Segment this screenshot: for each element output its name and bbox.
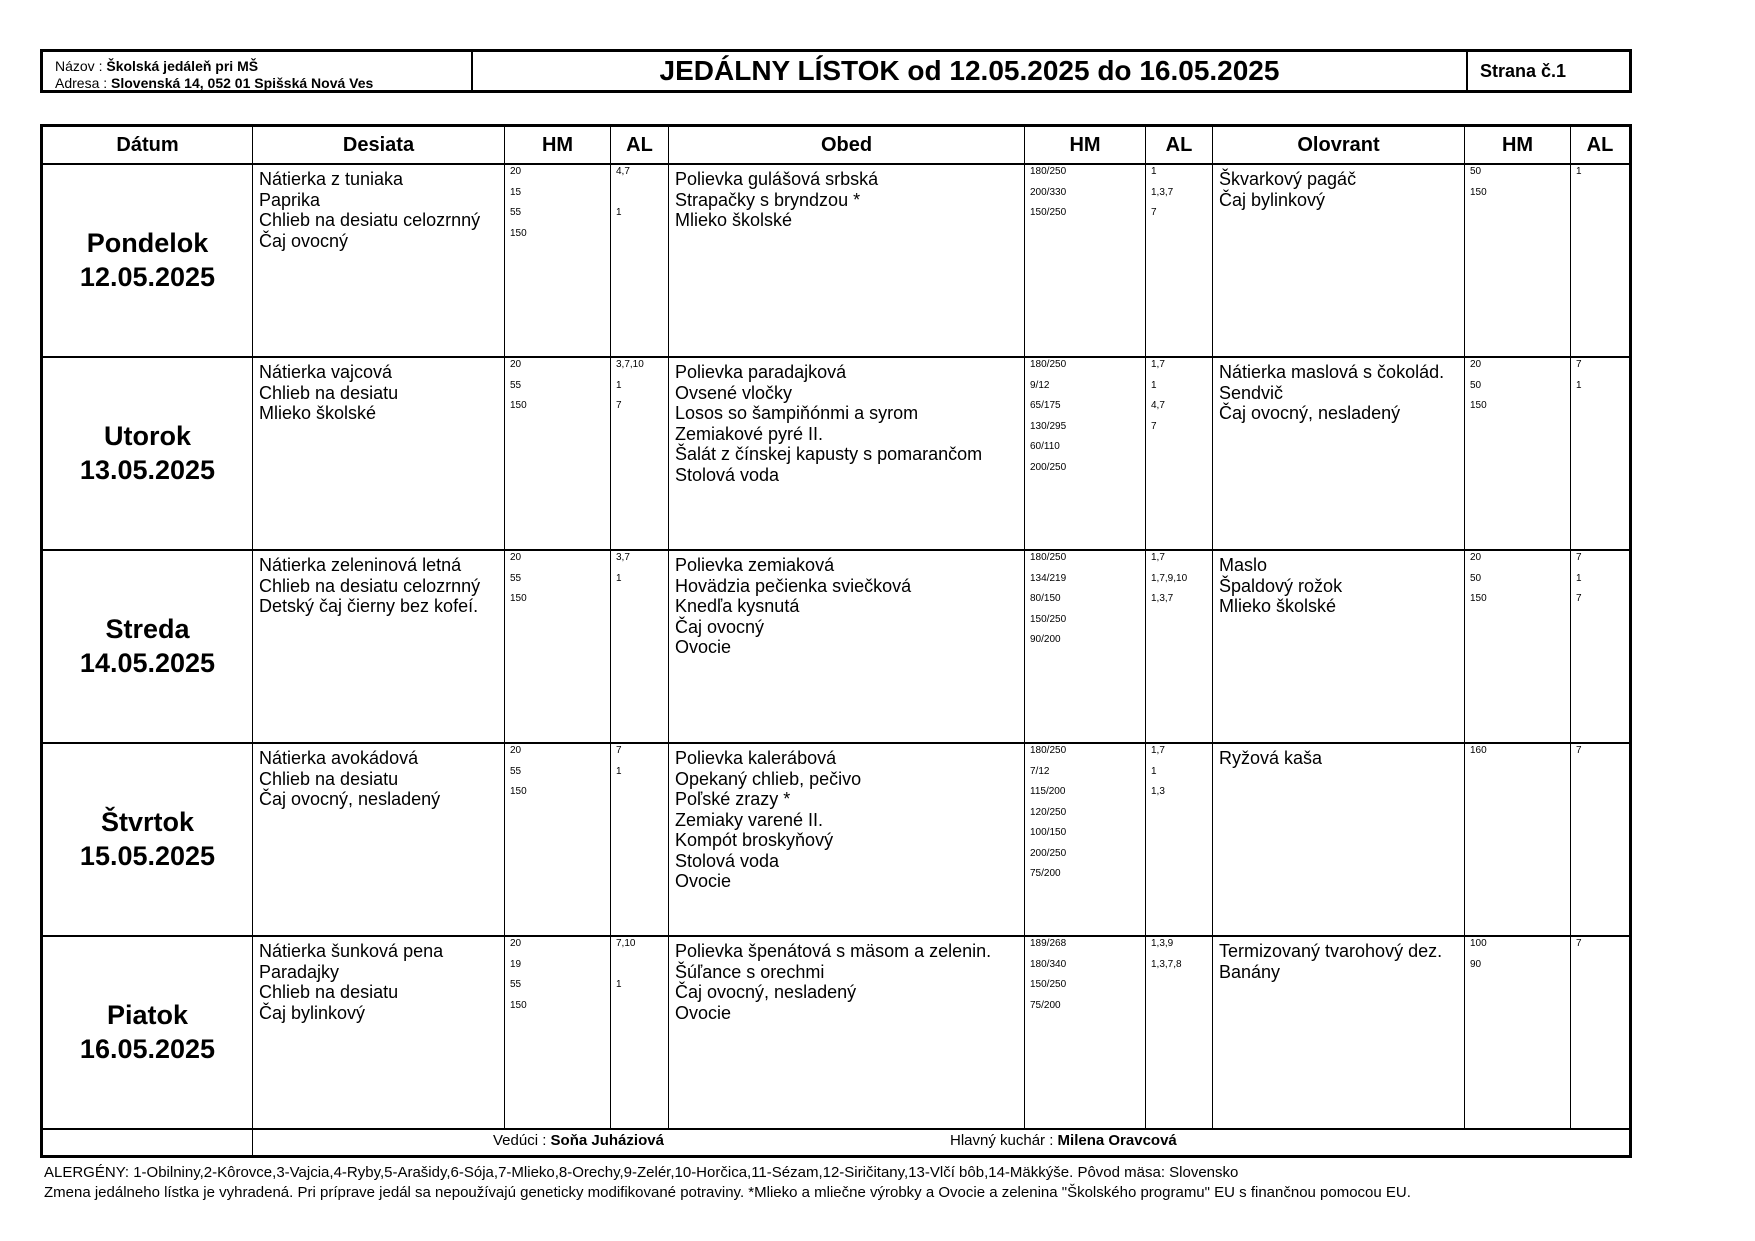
meal-item: Chlieb na desiatu celozrnný [259,210,481,230]
weight-value: 20 [1470,552,1482,563]
meal-item: Chlieb na desiatu [259,768,399,789]
allergen-value: 1,3 [1151,786,1165,797]
meal-item: Ovocie [675,871,732,891]
meal-item: Paradajky [259,961,340,982]
desiata-al-values [611,163,669,356]
olovrant-hm-values [1465,935,1571,1128]
col-header-date: Dátum [43,127,253,163]
day-name: Pondelok [86,227,209,258]
olovrant-items [1213,163,1465,356]
day-name: Utorok [104,420,191,451]
allergens-note: ALERGÉNY: 1-Obilniny,2-Kôrovce,3-Vajcia,4-Ryby,5-Arašidy,6-Sója,7-Mlieko,8-Orechy,9-Zelér,10-Horčica,11-Sézam,12-Siričitany,13-Vlčí bôb,14-Mäkkýše. Pôvod mäsa: Slovensko [44,1164,1239,1181]
desiata-items [253,742,505,935]
col-header-olovrant: Olovrant [1213,127,1465,163]
table-row [43,935,1629,1130]
olovrant-hm-values [1465,163,1571,356]
allergen-value: 1,3,7 [1151,186,1174,198]
table-header-row [43,127,1629,165]
meal-item: Polievka kalerábová [675,748,837,768]
allergen-value [1151,1001,1212,1022]
allergen-value [616,188,668,209]
menu-table [40,124,1632,1158]
manager-signature [493,1132,664,1149]
meal-item: Chlieb na desiatu [259,982,399,1002]
weight-value: 60/110 [1030,441,1060,452]
weight-value: 180/340 [1030,958,1067,970]
page-title: JEDÁLNY LÍSTOK od 12.05.2025 do 16.05.2025 [473,52,1468,90]
allergen-value: 1,3,7 [1151,593,1174,604]
allergen-value: 1 [1151,765,1157,777]
meal-item: Čaj ovocný [259,230,349,251]
day-cell [43,935,253,1128]
olovrant-al-values [1571,742,1629,935]
allergen-value [1151,463,1212,484]
chef-name: Milena Oravcová [1057,1132,1177,1149]
day-cell [43,549,253,742]
col-header-al-desiata: AL [611,127,669,163]
meal-item: Stolová voda [675,464,780,485]
page-number: Strana č.1 [1480,60,1567,81]
day-date: 13.05.2025 [79,454,216,485]
meal-item: Opekaný chlieb, pečivo [675,768,862,789]
allergen-value: 7 [616,400,622,411]
signatures [253,1128,1629,1156]
allergen-value [1151,808,1212,829]
meal-item: Zemiakové pyré II. [675,423,824,444]
desiata-al-values [611,356,669,549]
meal-item: Mlieko školské [675,210,793,230]
desiata-al-values [611,935,669,1128]
desiata-items [253,549,505,742]
allergen-value: 1 [1576,572,1582,584]
weight-value: 150/250 [1030,979,1067,990]
allergen-value: 1,7,9,10 [1151,572,1188,584]
weight-value: 20 [510,745,522,756]
weight-value: 120/250 [1030,806,1067,818]
desiata-hm-values [505,742,611,935]
weight-value: 19 [510,958,522,970]
obed-hm-values [1025,935,1146,1128]
day-name: Streda [105,613,190,644]
desiata-hm-values [505,163,611,356]
olovrant-al-values [1571,549,1629,742]
weight-value: 50 [1470,572,1482,584]
allergen-value [616,229,668,250]
table-row [43,742,1629,937]
chef-signature [950,1132,1177,1149]
weight-value: 90 [1470,958,1482,970]
allergen-value: 1,3,9 [1151,938,1174,949]
weight-value: 200/250 [1030,847,1067,859]
meal-item: Ovocie [675,1002,732,1023]
allergen-value [1576,401,1629,422]
weight-value: 20 [510,166,522,177]
weight-value: 100 [1470,938,1487,949]
desiata-items [253,163,505,356]
weight-value: 189/268 [1030,938,1067,949]
weight-value: 65/175 [1030,400,1061,411]
allergen-value: 1,7 [1151,359,1165,370]
signatures-row [43,1128,1629,1156]
weight-value: 75/200 [1030,868,1061,879]
col-header-hm-olovrant: HM [1465,127,1571,163]
weight-value: 20 [510,552,522,563]
weight-value: 7/12 [1030,765,1050,777]
allergen-value: 7 [1576,359,1582,370]
institution-name: Školská jedáleň pri MŠ [106,58,259,74]
meal-item: Ovocie [675,637,732,657]
meal-item: Nátierka maslová s čokolád. [1219,362,1445,382]
desiata-al-values [611,742,669,935]
obed-al-values [1146,356,1213,549]
olovrant-al-values [1571,356,1629,549]
weight-value: 134/219 [1030,572,1067,584]
allergen-value: 1 [1151,379,1157,391]
weight-value: 50 [1470,379,1482,391]
meal-item: Nátierka zeleninová letná [259,555,462,575]
chef-label: Hlavný kuchár : [950,1132,1054,1149]
meal-item: Čaj ovocný, nesladený [1219,403,1401,423]
obed-items [669,935,1025,1128]
weight-value: 150 [1470,400,1487,411]
meal-item: Losos so šampiňónmi a syrom [675,403,919,423]
weight-value: 150 [510,999,527,1011]
day-cell [43,742,253,935]
meal-item: Nátierka avokádová [259,748,419,768]
col-header-hm-obed: HM [1025,127,1146,163]
notes [44,1163,1411,1203]
weight-value: 9/12 [1030,379,1050,391]
obed-hm-values [1025,742,1146,935]
olovrant-items [1213,549,1465,742]
allergen-value: 7 [616,745,622,756]
disclaimer-note: Zmena jedálneho lístka je vyhradená. Pri príprave jedál sa nepoužívajú geneticky modifikované potraviny. *Mlieko a mliečne výrobky a Ovocie a zelenina "Školského programu" EU s finančnou pomocou EU. [44,1184,1411,1201]
weight-value: 130/295 [1030,420,1067,432]
meal-item: Polievka gulášová srbská [675,169,879,189]
weight-value: 150/250 [1030,207,1067,218]
allergen-value [616,787,668,808]
day-name: Štvrtok [100,806,195,837]
meal-item: Čaj bylinkový [1219,189,1326,210]
allergen-value [1576,188,1629,209]
meal-item: Škvarkový pagáč [1219,169,1357,189]
address-label: Adresa : [55,75,108,91]
weight-value: 100/150 [1030,827,1067,838]
meal-item: Polievka zemiaková [675,555,835,575]
weight-value: 150 [510,227,527,239]
allergen-value: 1 [616,572,622,584]
name-label: Názov : [55,58,103,74]
weight-value: 180/250 [1030,166,1067,177]
allergen-value [1576,960,1629,981]
weight-value: 180/250 [1030,745,1067,756]
manager-label: Vedúci : [493,1132,547,1149]
allergen-value: 3,7,10 [616,359,644,370]
olovrant-items [1213,935,1465,1128]
allergen-value [1151,828,1212,849]
weight-value: 55 [510,207,522,218]
weight-value: 150 [510,786,527,797]
weight-value: 20 [510,938,522,949]
allergen-value: 7 [1576,938,1582,949]
institution-info [43,52,473,90]
allergen-value: 1 [1576,379,1582,391]
allergen-value: 1 [616,207,622,218]
meal-item: Chlieb na desiatu [259,382,399,403]
allergen-value: 1,7 [1151,552,1165,563]
allergen-value: 7 [1151,207,1157,218]
meal-item: Nátierka šunková pena [259,941,444,961]
weight-value: 150 [510,400,527,411]
day-date: 15.05.2025 [79,840,216,871]
weight-value: 150 [510,593,527,604]
col-header-desiata: Desiata [253,127,505,163]
meal-item: Maslo [1219,555,1268,575]
obed-hm-values [1025,549,1146,742]
meal-item: Detský čaj čierny bez kofeí. [259,596,479,616]
olovrant-hm-values [1465,356,1571,549]
olovrant-hm-values [1465,742,1571,935]
meal-item: Mlieko školské [259,403,377,423]
allergen-value [1151,635,1212,656]
day-date: 16.05.2025 [79,1033,216,1064]
allergen-value: 1 [1151,166,1157,177]
olovrant-hm-values [1465,549,1571,742]
col-header-hm-desiata: HM [505,127,611,163]
meal-item: Zemiaky varené II. [675,809,824,830]
allergen-value: 3,7 [616,552,630,563]
olovrant-al-values [1571,163,1629,356]
meal-item: Strapačky s bryndzou * [675,189,861,210]
meal-item: Nátierka vajcová [259,362,393,382]
weight-value: 55 [510,765,522,777]
meal-item: Špaldový rožok [1219,575,1343,596]
obed-items [669,356,1025,549]
olovrant-items [1213,742,1465,935]
allergen-value [1151,442,1212,463]
meal-item: Čaj ovocný [675,616,765,637]
obed-al-values [1146,549,1213,742]
obed-al-values [1146,742,1213,935]
allergen-value [1151,615,1212,636]
allergen-value [616,960,668,981]
meal-item: Poľské zrazy * [675,789,791,809]
weight-value: 180/250 [1030,359,1067,370]
meal-item: Polievka paradajková [675,362,847,382]
allergen-value: 1 [616,379,622,391]
meal-item: Čaj bylinkový [259,1002,366,1023]
day-date: 14.05.2025 [79,647,216,678]
meal-item: Banány [1219,961,1281,982]
obed-al-values [1146,163,1213,356]
allergen-value: 1,3,7,8 [1151,958,1182,970]
meal-item: Šalát z čínskej kapusty s pomarančom [675,444,983,464]
weight-value: 115/200 [1030,786,1066,797]
allergen-value: 1,7 [1151,745,1165,756]
allergen-value [616,594,668,615]
desiata-hm-values [505,549,611,742]
meal-item: Polievka špenátová s mäsom a zelenin. [675,941,992,961]
weight-value: 180/250 [1030,552,1067,563]
obed-items [669,549,1025,742]
meal-item: Stolová voda [675,850,780,871]
allergen-value: 7,10 [616,938,636,949]
obed-items [669,742,1025,935]
weight-value: 20 [1470,359,1482,370]
weight-value: 150 [1470,593,1487,604]
meal-item: Nátierka z tuniaka [259,169,404,189]
institution-address: Slovenská 14, 052 01 Spišská Nová Ves [111,75,374,91]
obed-items [669,163,1025,356]
meal-item: Paprika [259,189,321,210]
weight-value: 15 [510,186,522,198]
desiata-al-values [611,549,669,742]
weight-value: 55 [510,979,522,990]
table-row [43,163,1629,358]
weight-value: 150 [1470,186,1487,198]
day-cell [43,163,253,356]
meal-item: Sendvič [1219,382,1284,403]
desiata-hm-values [505,356,611,549]
day-cell [43,356,253,549]
meal-item: Ryžová kaša [1219,748,1323,768]
meal-item: Kompót broskyňový [675,830,834,850]
document-header [40,49,1632,93]
obed-al-values [1146,935,1213,1128]
weight-value: 75/200 [1030,999,1061,1011]
meal-item: Čaj ovocný, nesladený [675,982,857,1002]
allergen-value: 7 [1576,745,1582,756]
weight-value: 200/250 [1030,461,1067,473]
meal-item: Hovädzia pečienka sviečková [675,575,912,596]
desiata-items [253,935,505,1128]
allergen-value [1151,869,1212,890]
weight-value: 55 [510,379,522,391]
meal-item: Knedľa kysnutá [675,596,800,616]
allergen-value: 7 [1151,420,1157,432]
olovrant-items [1213,356,1465,549]
col-header-obed: Obed [669,127,1025,163]
table-row [43,356,1629,551]
allergen-value: 4,7 [1151,400,1165,411]
olovrant-al-values [1571,935,1629,1128]
allergen-value: 1 [616,765,622,777]
meal-item: Chlieb na desiatu celozrnný [259,575,481,596]
meal-item: Mlieko školské [1219,596,1337,616]
allergen-value [1151,849,1212,870]
meal-item: Čaj ovocný, nesladený [259,789,441,809]
weight-value: 90/200 [1030,634,1061,645]
weight-value: 200/330 [1030,186,1067,198]
allergen-value: 7 [1576,593,1582,604]
col-header-al-olovrant: AL [1586,133,1614,156]
allergen-value: 1 [616,979,622,990]
day-name: Piatok [106,999,189,1030]
allergen-value: 4,7 [616,166,630,177]
weight-value: 80/150 [1030,593,1061,604]
allergen-value: 7 [1576,552,1582,563]
obed-hm-values [1025,356,1146,549]
weight-value: 150/250 [1030,613,1067,625]
weight-value: 160 [1470,745,1487,756]
desiata-items [253,356,505,549]
allergen-value [1151,980,1212,1001]
meal-item: Termizovaný tvarohový dez. [1219,941,1443,961]
allergen-value: 1 [1576,166,1582,177]
day-date: 12.05.2025 [79,261,216,292]
col-header-al-obed: AL [1146,127,1213,163]
weight-value: 20 [510,359,522,370]
weight-value: 55 [510,572,522,584]
obed-hm-values [1025,163,1146,356]
meal-item: Šúľance s orechmi [675,961,825,982]
desiata-hm-values [505,935,611,1128]
allergen-value [616,1001,668,1022]
meal-item: Ovsené vločky [675,382,793,403]
weight-value: 50 [1470,166,1482,177]
table-row [43,549,1629,744]
manager-name: Soňa Juháziová [550,1132,664,1149]
